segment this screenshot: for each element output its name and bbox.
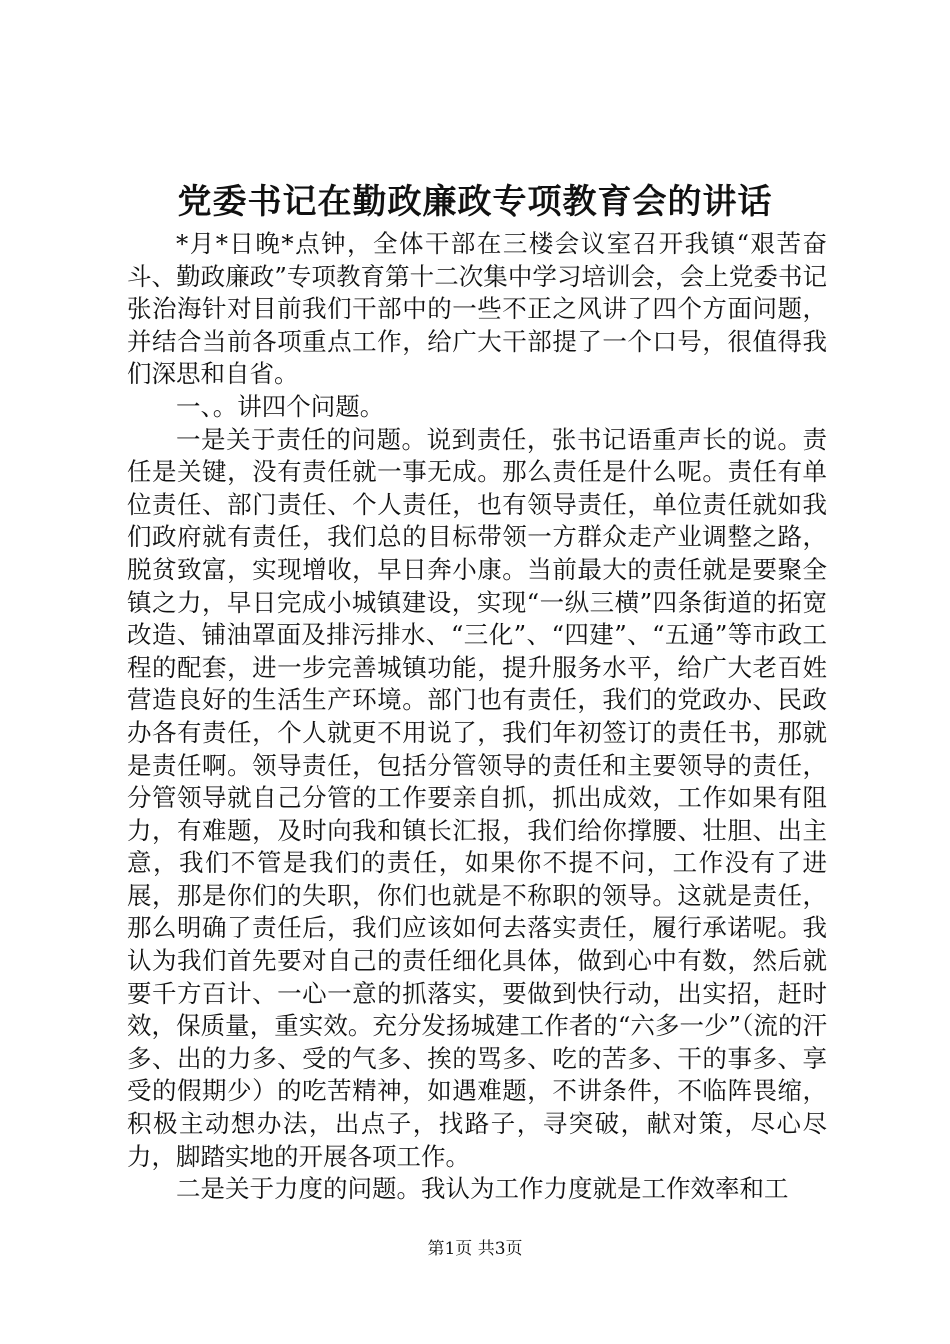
document-title: 党委书记在勤政廉政专项教育会的讲话	[177, 182, 773, 222]
page-number-footer: 第1页 共3页	[427, 1239, 523, 1259]
document-body	[127, 228, 827, 1206]
paragraph-section-heading: 一、。讲四个问题。	[176, 391, 385, 421]
paragraph-intensity: 二是关于力度的问题。我认为工作力度就是工作效率和工	[176, 1174, 789, 1204]
paragraph-responsibility: 一是关于责任的问题。说到责任，张书记语重声长的说。责任是关键，没有责任就一事无成。那么责任是什么呢。责任有单位责任、部门责任、个人责任，也有领导责任，单位责任就如我们政府就有责任，我们总的目标带领一方群众走产业调整之路，脱贫致富，实现增收，早日奔小康。当前最大的责任就是要聚全镇之力，早日完成小城镇建设，实现“一纵三横”四条街道的拓宽改造、铺油罩面及排污排水、“三化”、“四建”、“五通”等市政工程的配套，进一步完善城镇功能，提升服务水平，给广大老百姓营造良好的生活生产环境。部门也有责任，我们的党政办、民政办各有责任，个人就更不用说了，我们年初签订的责任书，那就是责任啊。领导责任，包括分管领导的责任和主要领导的责任，分管领导就自己分管的工作要亲自抓，抓出成效，工作如果有阻力，有难题，及时向我和镇长汇报，我们给你撑腰、壮胆、出主意，我们不管是我们的责任，如果你不提不问，工作没有了进展，那是你们的失职，你们也就是不称职的领导。这就是责任，那么明确了责任后，我们应该如何去落实责任，履行承诺呢。我认为我们首先要对自己的责任细化具体，做到心中有数，然后就要千方百计、一心一意的抓落实，要做到快行动，出实招，赶时效，保质量，重实效。充分发扬城建工作者的“六多一少”（流的汗多、出的力多、受的气多、挨的骂多、吃的苦多、干的事多、享受的假期少）的吃苦精神，如遇难题，不讲条件，不临阵畏缩，积极主动想办法，出点子，找路子，寻突破，献对策，尽心尽力，脚踏实地的开展各项工作。	[127, 424, 827, 1171]
paragraph-intro: *月*日晚*点钟，全体干部在三楼会议室召开我镇“艰苦奋斗、勤政廉政”专项教育第十二次集中学习培训会，会上党委书记张治海针对目前我们干部中的一些不正之风讲了四个方面问题，并结合当前各项重点工作，给广大干部提了一个口号，很值得我们深思和自省。	[127, 229, 827, 389]
